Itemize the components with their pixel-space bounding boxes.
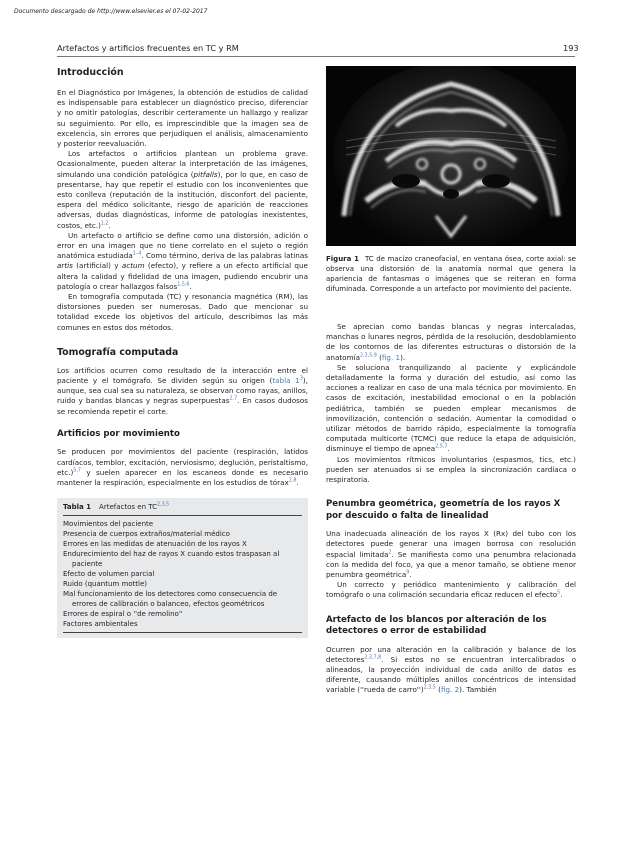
table-row: Mal funcionamiento de los detectores como consecuencia de errores de calibración o balanceo, efectos geométricos	[63, 590, 278, 609]
right-paragraph-3: Los movimientos rítmicos involuntarios (espasmos, tics, etc.) pueden ser atenuados si se emplea la sincronización cardíaca o respiratoria.	[326, 454, 576, 485]
table-1-link[interactable]: tabla 1	[272, 376, 300, 386]
table-bottom-rule	[63, 632, 302, 633]
table-row: Presencia de cuerpos extraños/material médico	[63, 530, 230, 539]
movement-heading: Artificios por movimiento	[57, 428, 180, 439]
download-watermark: Documento descargado de http://www.elsevier.es el 07-02-2017	[14, 8, 208, 15]
table-1-caption: Tabla 1 Artefactos en TC$^{2,3,5}$	[63, 502, 302, 516]
figure-1-ct-image	[326, 66, 576, 246]
right-paragraph-1: Se aprecian como bandas blancas y negras intercaladas, manchas o lunares negros, pérdida de la resolución, desdoblamiento de los contornos de las diferentes estructuras o distorsión de la anatomía$^{2,3,5,9}$ (fig. 1).	[326, 322, 576, 362]
page-number: 193	[563, 43, 579, 53]
penumbra-paragraph-2: Un correcto y periódico mantenimiento y calibración del tomógrafo o una colimación secundaria eficaz reducen el efecto$^5$.	[326, 580, 576, 600]
penumbra-paragraph-1: Una inadecuada alineación de los rayos X (Rx) del tubo con los detectores puede generar una imagen borrosa con resolución espacial limitada$^2$. Se manifiesta como una penumbra relacionada con la medida del foco, ya que a menor tamaño, se obtiene menor penumbra geométrica$^9$.	[326, 529, 576, 580]
blancos-heading: Artefacto de los blancos por alteración de los detectores o error de estabilidad	[326, 614, 547, 637]
figure-1-link[interactable]: fig. 1	[381, 352, 401, 362]
tc-heading: Tomografía computada	[57, 346, 179, 358]
intro-paragraph-1: En el Diagnóstico por Imágenes, la obtención de estudios de calidad es indispensable para establecer un diagnóstico preciso, diferenciar y no omitir patologías, describir certeramente un hallazgo y realizar su seguimiento. Por ello, es imprescindible que la imagen sea de excelencia, sin errores que perjudiquen el análisis, almacenamiento y posterior reevaluación.	[57, 88, 308, 149]
table-row: Factores ambientales	[63, 620, 138, 629]
figure-2-link[interactable]: fig. 2	[440, 685, 460, 695]
movement-paragraph-1: Se producen por movimientos del paciente (respiración, latidos cardíacos, temblor, excitación, nerviosismo, deglución, peristaltismo, etc.)$^{5,7}$ y suelen aparecer en los escaneos donde es necesario mantener la respiración, especialmente en los estudios de tórax$^{2,8}$.	[57, 447, 308, 487]
right-paragraph-2: Se soluciona tranquilizando al paciente y explicándole detalladamente la forma y duración del estudio, así como las acciones a realizar en caso de una mala técnica por movimiento. En casos de excitación, inestabilidad emocional o en la población pediátrica, también se pueden emplear mecanismos de inmovilización, contención o sedación. Aumentar la comodidad o utilizar métodos de barrido rápido, especialmente la tomografía computada multicorte (TCMC) que reduce la etapa de adquisición, disminuye el tiempo de apnea$^{2,5,7}$.	[326, 362, 576, 454]
table-row: Errores de espiral o ''de remolino''	[63, 610, 183, 619]
running-head: Artefactos y artificios frecuentes en TC y RM	[57, 43, 239, 53]
intro-heading: Introducción	[57, 67, 124, 78]
blancos-paragraph-1: Ocurren por una alteración en la calibración y balance de los detectores$^{2,3,7,8}$. Si estos no se encuentran intercalibrados o alineados, la proyección individual de cada anillo de datos es diferente, causando múltiples anillos concéntricos de intensidad variable (''rueda de carro'')$^{2,3,5}$ (fig. 2). También	[326, 644, 576, 695]
table-1	[57, 498, 308, 638]
intro-paragraph-2: Los artefactos o artificios plantean un problema grave. Ocasionalmente, pueden alterar la interpretación de las imágenes, simulando una condición patológica (pitfalls), por lo que, en caso de presentarse, hay que repetir el estudio con los inconvenientes que esto conlleva (reputación de la institución, disconfort del paciente, espera del médico solicitante, riesgo de aparición de reacciones adversas, dudas diagnósticas, informe de patologías inexistentes, costos, etc.)$^{1,2}$.	[57, 149, 309, 230]
intro-paragraph-3: Un artefacto o artificio se define como una distorsión, adición o error en una imagen que no tiene correlato en el sujeto o región anatómica estudiada$^{1-4}$. Como término, deriva de las palabras latinas artis (artificial) y actum (efecto), y refiere a un efecto artificial que altera la calidad y fidelidad de una imagen, pudiendo encubrir una patología o crear hallazgos falsos$^{1,5,6}$.	[57, 230, 308, 291]
intro-paragraph-4: En tomografía computada (TC) y resonancia magnética (RM), las distorsiones pueden ser numerosas. Dado que mencionar su totalidad excede los objetivos del artículo, describimos las más comunes en estos dos métodos.	[57, 292, 308, 332]
table-row: Movimientos del paciente	[63, 520, 154, 529]
table-row: Ruido (quantum mottle)	[63, 580, 148, 589]
table-row: Efecto de volumen parcial	[63, 570, 155, 579]
ct-scan-illustration	[326, 66, 576, 246]
right-column	[326, 322, 576, 696]
table-row: Errores en las medidas de atenuación de los rayos X	[63, 540, 247, 549]
penumbra-heading: Penumbra geométrica, geometría de los rayos X por descuido o falta de linealidad	[326, 499, 561, 521]
header-rule	[57, 56, 575, 57]
figure-1-caption: Figura 1 TC de macizo craneofacial, en ventana ósea, corte axial: se observa una distorsión de la anatomía normal que genera la apariencia de fantasmas o imágenes que se reiteran en forma difuminada. Corresponde a un artefacto por movimiento del paciente.	[326, 255, 576, 293]
table-row: Endurecimiento del haz de rayos X cuando estos traspasan al paciente	[63, 550, 280, 569]
tc-paragraph-1: Los artificios ocurren como resultado de la interacción entre el paciente y el tomógrafo. Se dividen según su origen (tabla $1^3$), aunque, sea cual sea su naturaleza, se observan como rayas, anillos, ruido y bandas blancas y negras superpuestas$^{2,7}$. En casos dudosos se recomienda repetir el corte.	[57, 365, 308, 416]
left-column	[57, 67, 308, 638]
